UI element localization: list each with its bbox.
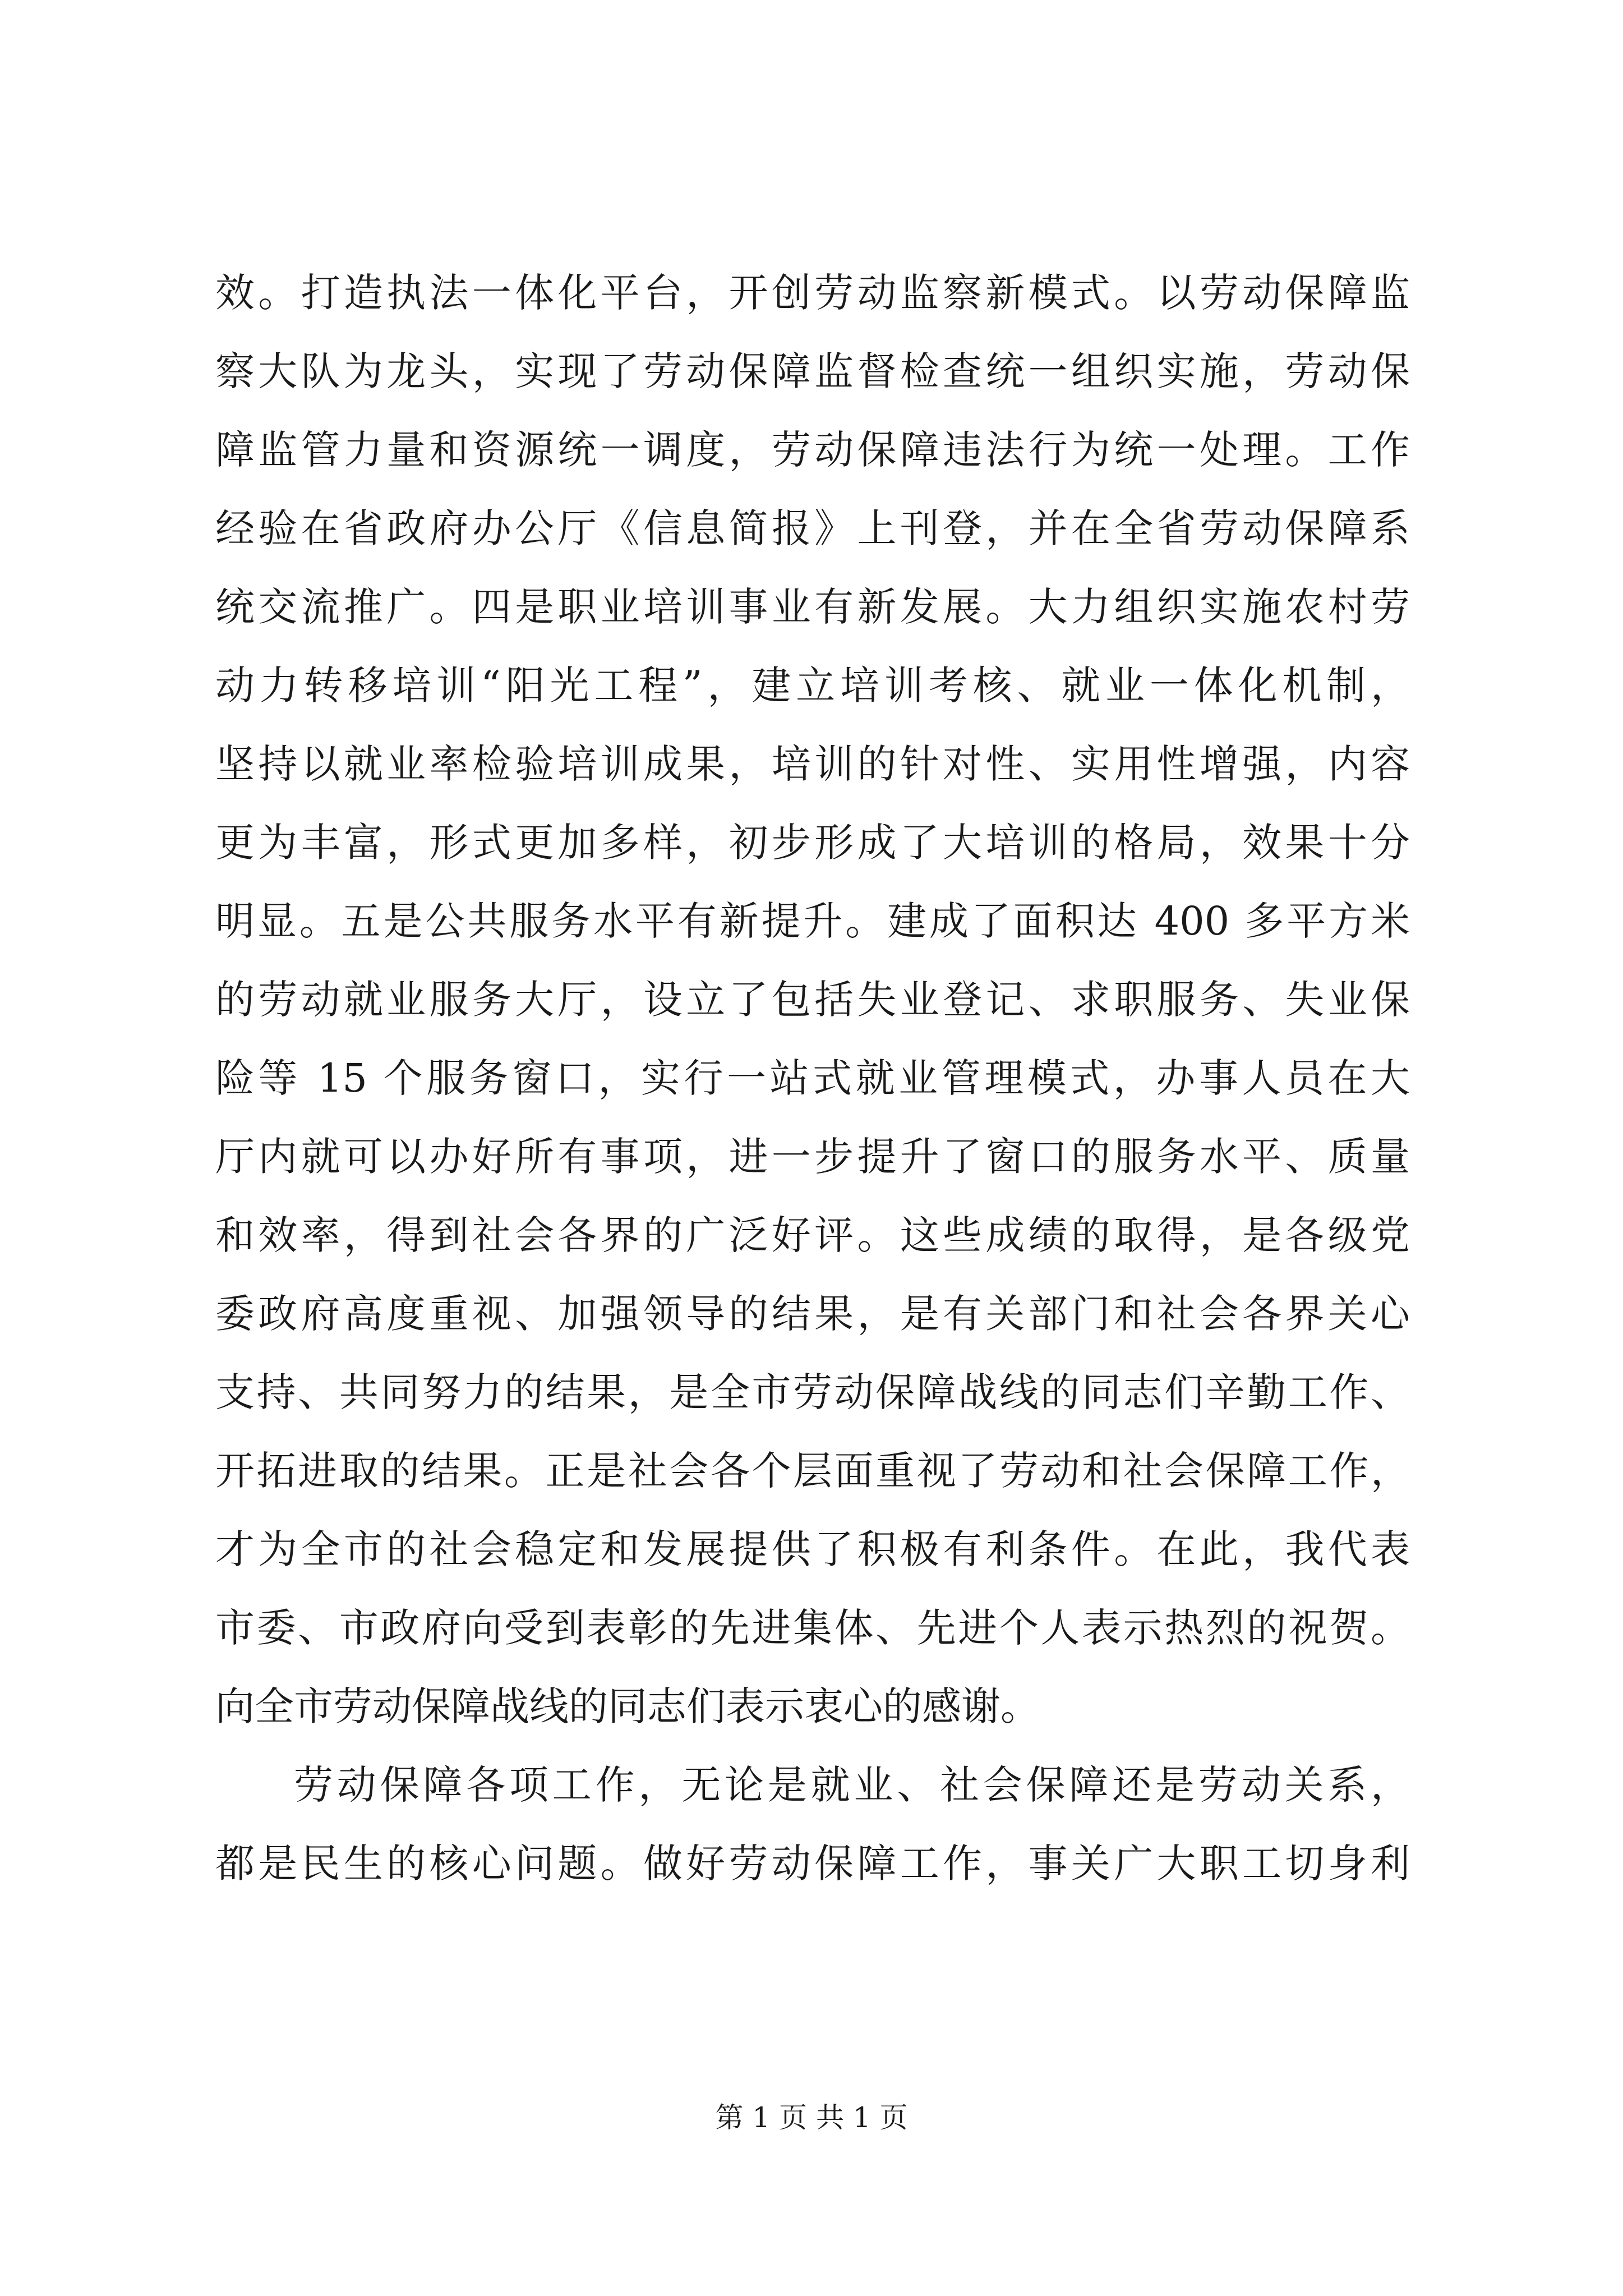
text-line: 和效率，得到社会各界的广泛好评。这些成绩的取得，是各级党 bbox=[215, 1212, 1410, 1258]
paragraph-first-line: 劳动保障各项工作，无论是就业、社会保障还是劳动关系， bbox=[294, 1762, 1410, 1808]
text-line: 险等 15 个服务窗口，实行一站式就业管理模式，办事人员在大 bbox=[215, 1055, 1410, 1101]
text-line: 开拓进取的结果。正是社会各个层面重视了劳动和社会保障工作， bbox=[215, 1448, 1410, 1494]
text-line: 坚持以就业率检验培训成果，培训的针对性、实用性增强，内容 bbox=[215, 741, 1410, 787]
text-line: 市委、市政府向受到表彰的先进集体、先进个人表示热烈的祝贺。 bbox=[215, 1605, 1410, 1651]
text-line: 障监管力量和资源统一调度，劳动保障违法行为统一处理。工作 bbox=[215, 427, 1410, 473]
text-line: 统交流推广。四是职业培训事业有新发展。大力组织实施农村劳 bbox=[215, 584, 1410, 630]
text-line: 委政府高度重视、加强领导的结果，是有关部门和社会各界关心 bbox=[215, 1291, 1410, 1337]
text-line: 经验在省政府办公厅《信息简报》上刊登，并在全省劳动保障系 bbox=[215, 505, 1410, 551]
text-line: 向全市劳动保障战线的同志们表示衷心的感谢。 bbox=[215, 1683, 1040, 1729]
text-line: 更为丰富，形式更加多样，初步形成了大培训的格局，效果十分 bbox=[215, 820, 1410, 866]
text-line: 明显。五是公共服务水平有新提升。建成了面积达 400 多平方米 bbox=[215, 898, 1410, 944]
text-line: 的劳动就业服务大厅，设立了包括失业登记、求职服务、失业保 bbox=[215, 977, 1410, 1023]
text-line: 都是民生的核心问题。做好劳动保障工作，事关广大职工切身利 bbox=[215, 1841, 1410, 1887]
text-line: 才为全市的社会稳定和发展提供了积极有利条件。在此，我代表 bbox=[215, 1526, 1410, 1572]
text-line: 厅内就可以办好所有事项，进一步提升了窗口的服务水平、质量 bbox=[215, 1134, 1410, 1180]
text-line: 动力转移培训“阳光工程”，建立培训考核、就业一体化机制， bbox=[215, 662, 1410, 708]
body-text bbox=[215, 254, 1410, 1903]
text-line: 察大队为龙头，实现了劳动保障监督检查统一组织实施，劳动保 bbox=[215, 348, 1410, 394]
text-line: 支持、共同努力的结果，是全市劳动保障战线的同志们辛勤工作、 bbox=[215, 1369, 1410, 1415]
text-line: 效。打造执法一体化平台，开创劳动监察新模式。以劳动保障监 bbox=[215, 270, 1410, 316]
page-footer: 第 1 页 共 1 页 bbox=[715, 2101, 908, 2134]
